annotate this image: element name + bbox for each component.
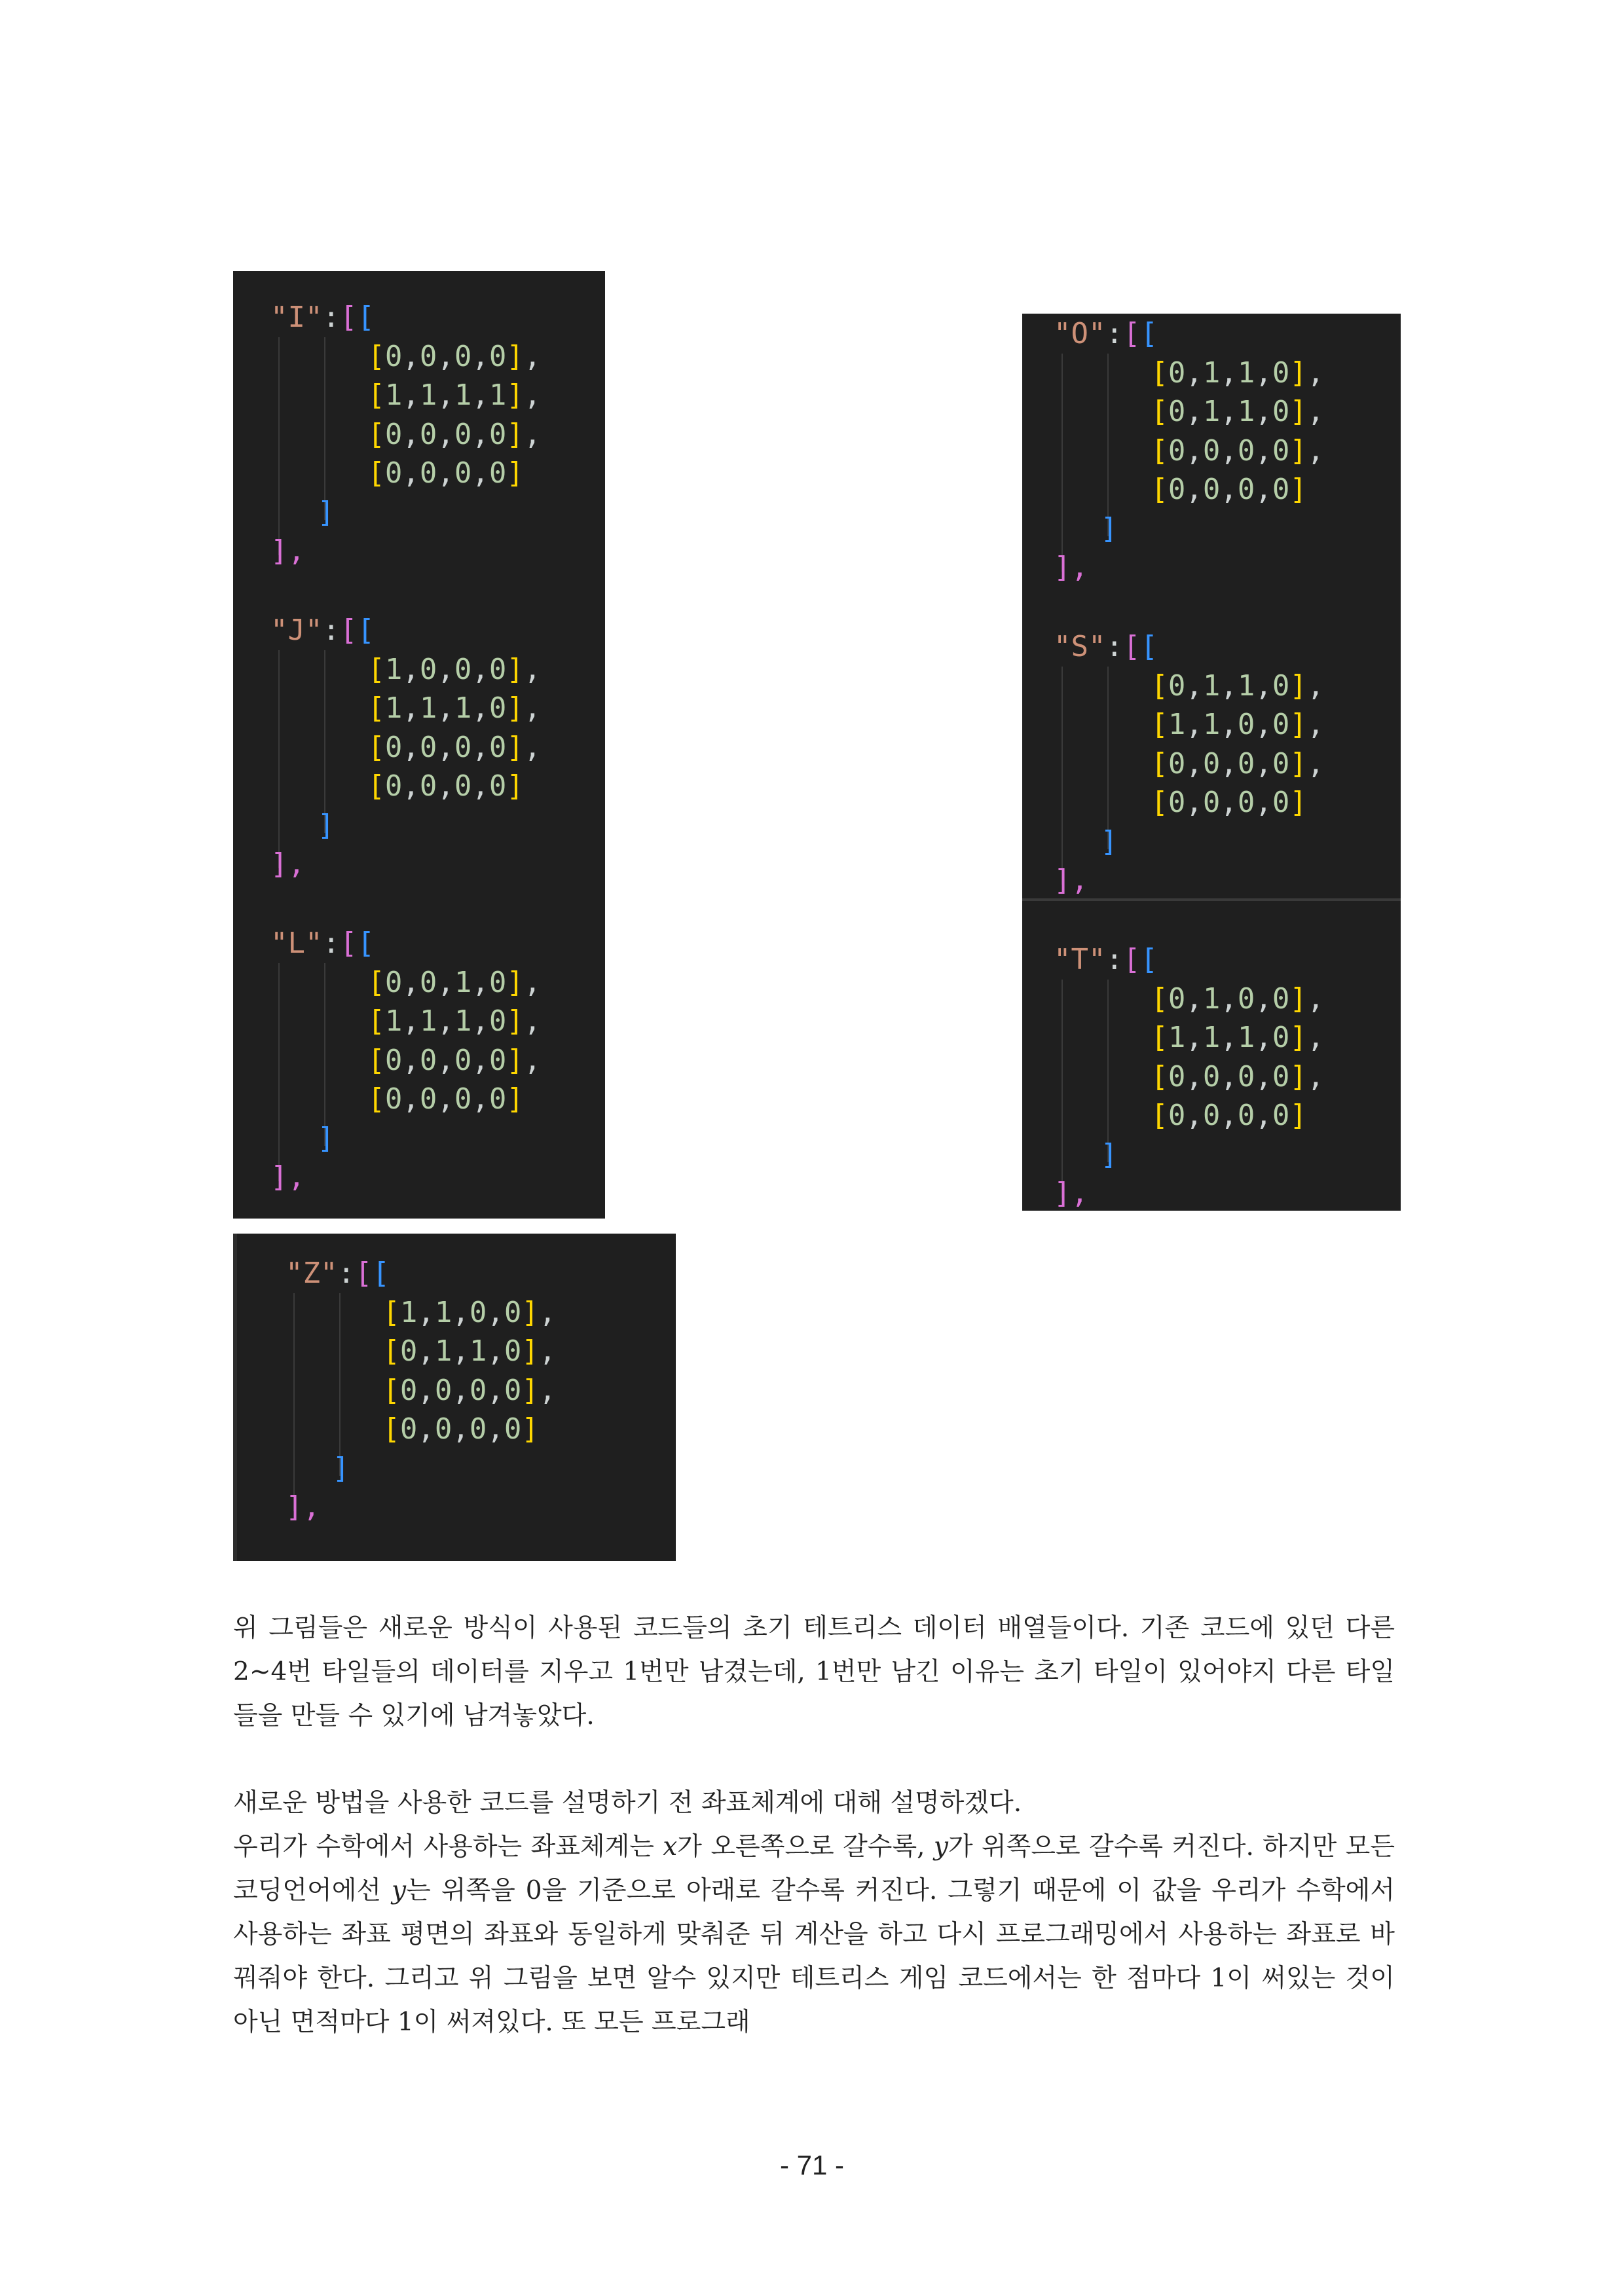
math-y: y — [392, 1876, 407, 1905]
math-y: y — [933, 1832, 948, 1862]
tile-name: T — [1071, 943, 1088, 976]
matrix-row: [0,0,0,0] — [1151, 786, 1307, 819]
matrix-row: [0,1,0,0], — [1151, 982, 1325, 1016]
matrix-row: [0,1,1,0], — [382, 1334, 557, 1368]
matrix-row: [1,1,0,0], — [382, 1295, 557, 1329]
code-screenshot — [233, 1234, 676, 1561]
paragraph-coordinates — [233, 1781, 1395, 2044]
tile-key-line: "T":[[ — [1054, 943, 1158, 976]
tile-key-line: "Z":[[ — [286, 1257, 390, 1290]
matrix-row: [0,0,0,0], — [367, 1043, 542, 1077]
matrix-row: [0,0,0,0] — [367, 1082, 524, 1116]
outer-close-bracket: ], — [1054, 551, 1088, 584]
inner-close-bracket: ] — [1100, 824, 1118, 858]
matrix-row: [1,1,1,0], — [367, 691, 542, 725]
inner-close-bracket: ] — [317, 808, 335, 842]
tile-name: O — [1071, 317, 1088, 350]
page-number: - 71 - — [779, 2150, 845, 2180]
tile-name: L — [287, 927, 305, 960]
matrix-row: [0,0,0,0] — [367, 769, 524, 803]
math-x: x — [663, 1832, 678, 1862]
tile-key-line: "O":[[ — [1054, 317, 1158, 350]
tile-key-line: "S":[[ — [1054, 630, 1158, 663]
matrix-row: [0,0,0,0] — [1151, 473, 1307, 506]
tile-name: J — [287, 614, 305, 647]
matrix-row: [0,0,0,0] — [367, 456, 524, 490]
matrix-row: [0,1,1,0], — [1151, 356, 1325, 390]
outer-close-bracket: ], — [270, 534, 305, 568]
matrix-row: [1,1,1,0], — [367, 1004, 542, 1038]
matrix-row: [0,1,1,0], — [1151, 395, 1325, 428]
tile-name: S — [1071, 630, 1088, 663]
matrix-row: [0,0,0,0], — [367, 339, 542, 373]
matrix-row: [0,0,0,0], — [1151, 433, 1325, 468]
matrix-row: [0,0,1,0], — [367, 965, 542, 999]
outer-close-bracket: ], — [1054, 864, 1088, 897]
inner-close-bracket: ] — [1100, 1137, 1118, 1171]
matrix-row: [1,1,1,0], — [1151, 1021, 1325, 1054]
inner-close-bracket: ] — [1100, 511, 1118, 545]
code-screenshot — [233, 271, 605, 1219]
matrix-row: [0,0,0,0], — [1151, 746, 1325, 780]
tile-name: I — [287, 301, 305, 334]
outer-close-bracket: ], — [286, 1490, 320, 1524]
matrix-row: [0,1,1,0], — [1151, 669, 1325, 703]
code-screenshot — [1022, 314, 1401, 1211]
outer-close-bracket: ], — [270, 847, 305, 881]
tile-key-line: "I":[[ — [270, 301, 375, 334]
matrix-row: [0,0,0,0], — [367, 417, 542, 451]
matrix-row: [1,1,1,1], — [367, 378, 542, 412]
paragraph-line: 새로운 방법을 사용한 코드를 설명하기 전 좌표체계에 대해 설명하겠다. — [233, 1788, 1022, 1818]
inner-close-bracket: ] — [332, 1451, 350, 1485]
matrix-row: [1,1,0,0], — [1151, 708, 1325, 741]
matrix-row: [0,0,0,0] — [1151, 1099, 1307, 1132]
paragraph-body: 우리가 수학에서 사용하는 좌표체계는 x가 오른쪽으로 갈수록, y가 위쪽으로 갈수록 커진다. 하지만 모든 코딩언어에선 y는 위쪽을 0을 기준으로 아래로 갈수록 커진다. 그렇기 때문에 이 값을 우리가 수학에서 사용하는 좌표 평면의 좌표와 동일하게 맞춰준 뒤 계산을 하고 다시 프로그래밍에서 사용하는 좌표로 바꿔줘야 한다. 그리고 위 그림을 보면 알수 있지만 테트리스 게임 코드에서는 한 점마다 1이 써있는 것이 아닌 면적마다 1이 써져있다. 또 모든 프로그래 — [233, 1832, 1395, 2037]
matrix-row: [0,0,0,0] — [382, 1412, 539, 1446]
tile-key-line: "L":[[ — [270, 927, 375, 960]
inner-close-bracket: ] — [317, 1121, 335, 1155]
paragraph-intro: 위 그림들은 새로운 방식이 사용된 코드들의 초기 테트리스 데이터 배열들이다. 기존 코드에 있던 다른 2~4번 타일들의 데이터를 지우고 1번만 남겼는데, 1번만 남긴 이유는 초기 타일이 있어야지 다른 타일들을 만들 수 있기에 남겨놓았다. — [233, 1613, 1395, 1731]
matrix-row: [0,0,0,0], — [1151, 1059, 1325, 1093]
matrix-row: [0,0,0,0], — [382, 1373, 557, 1407]
matrix-row: [1,0,0,0], — [367, 652, 542, 686]
outer-close-bracket: ], — [270, 1160, 305, 1194]
tile-name: Z — [303, 1257, 320, 1290]
inner-close-bracket: ] — [317, 495, 335, 529]
outer-close-bracket: ], — [1054, 1177, 1088, 1210]
tile-key-line: "J":[[ — [270, 614, 375, 647]
matrix-row: [0,0,0,0], — [367, 730, 542, 764]
